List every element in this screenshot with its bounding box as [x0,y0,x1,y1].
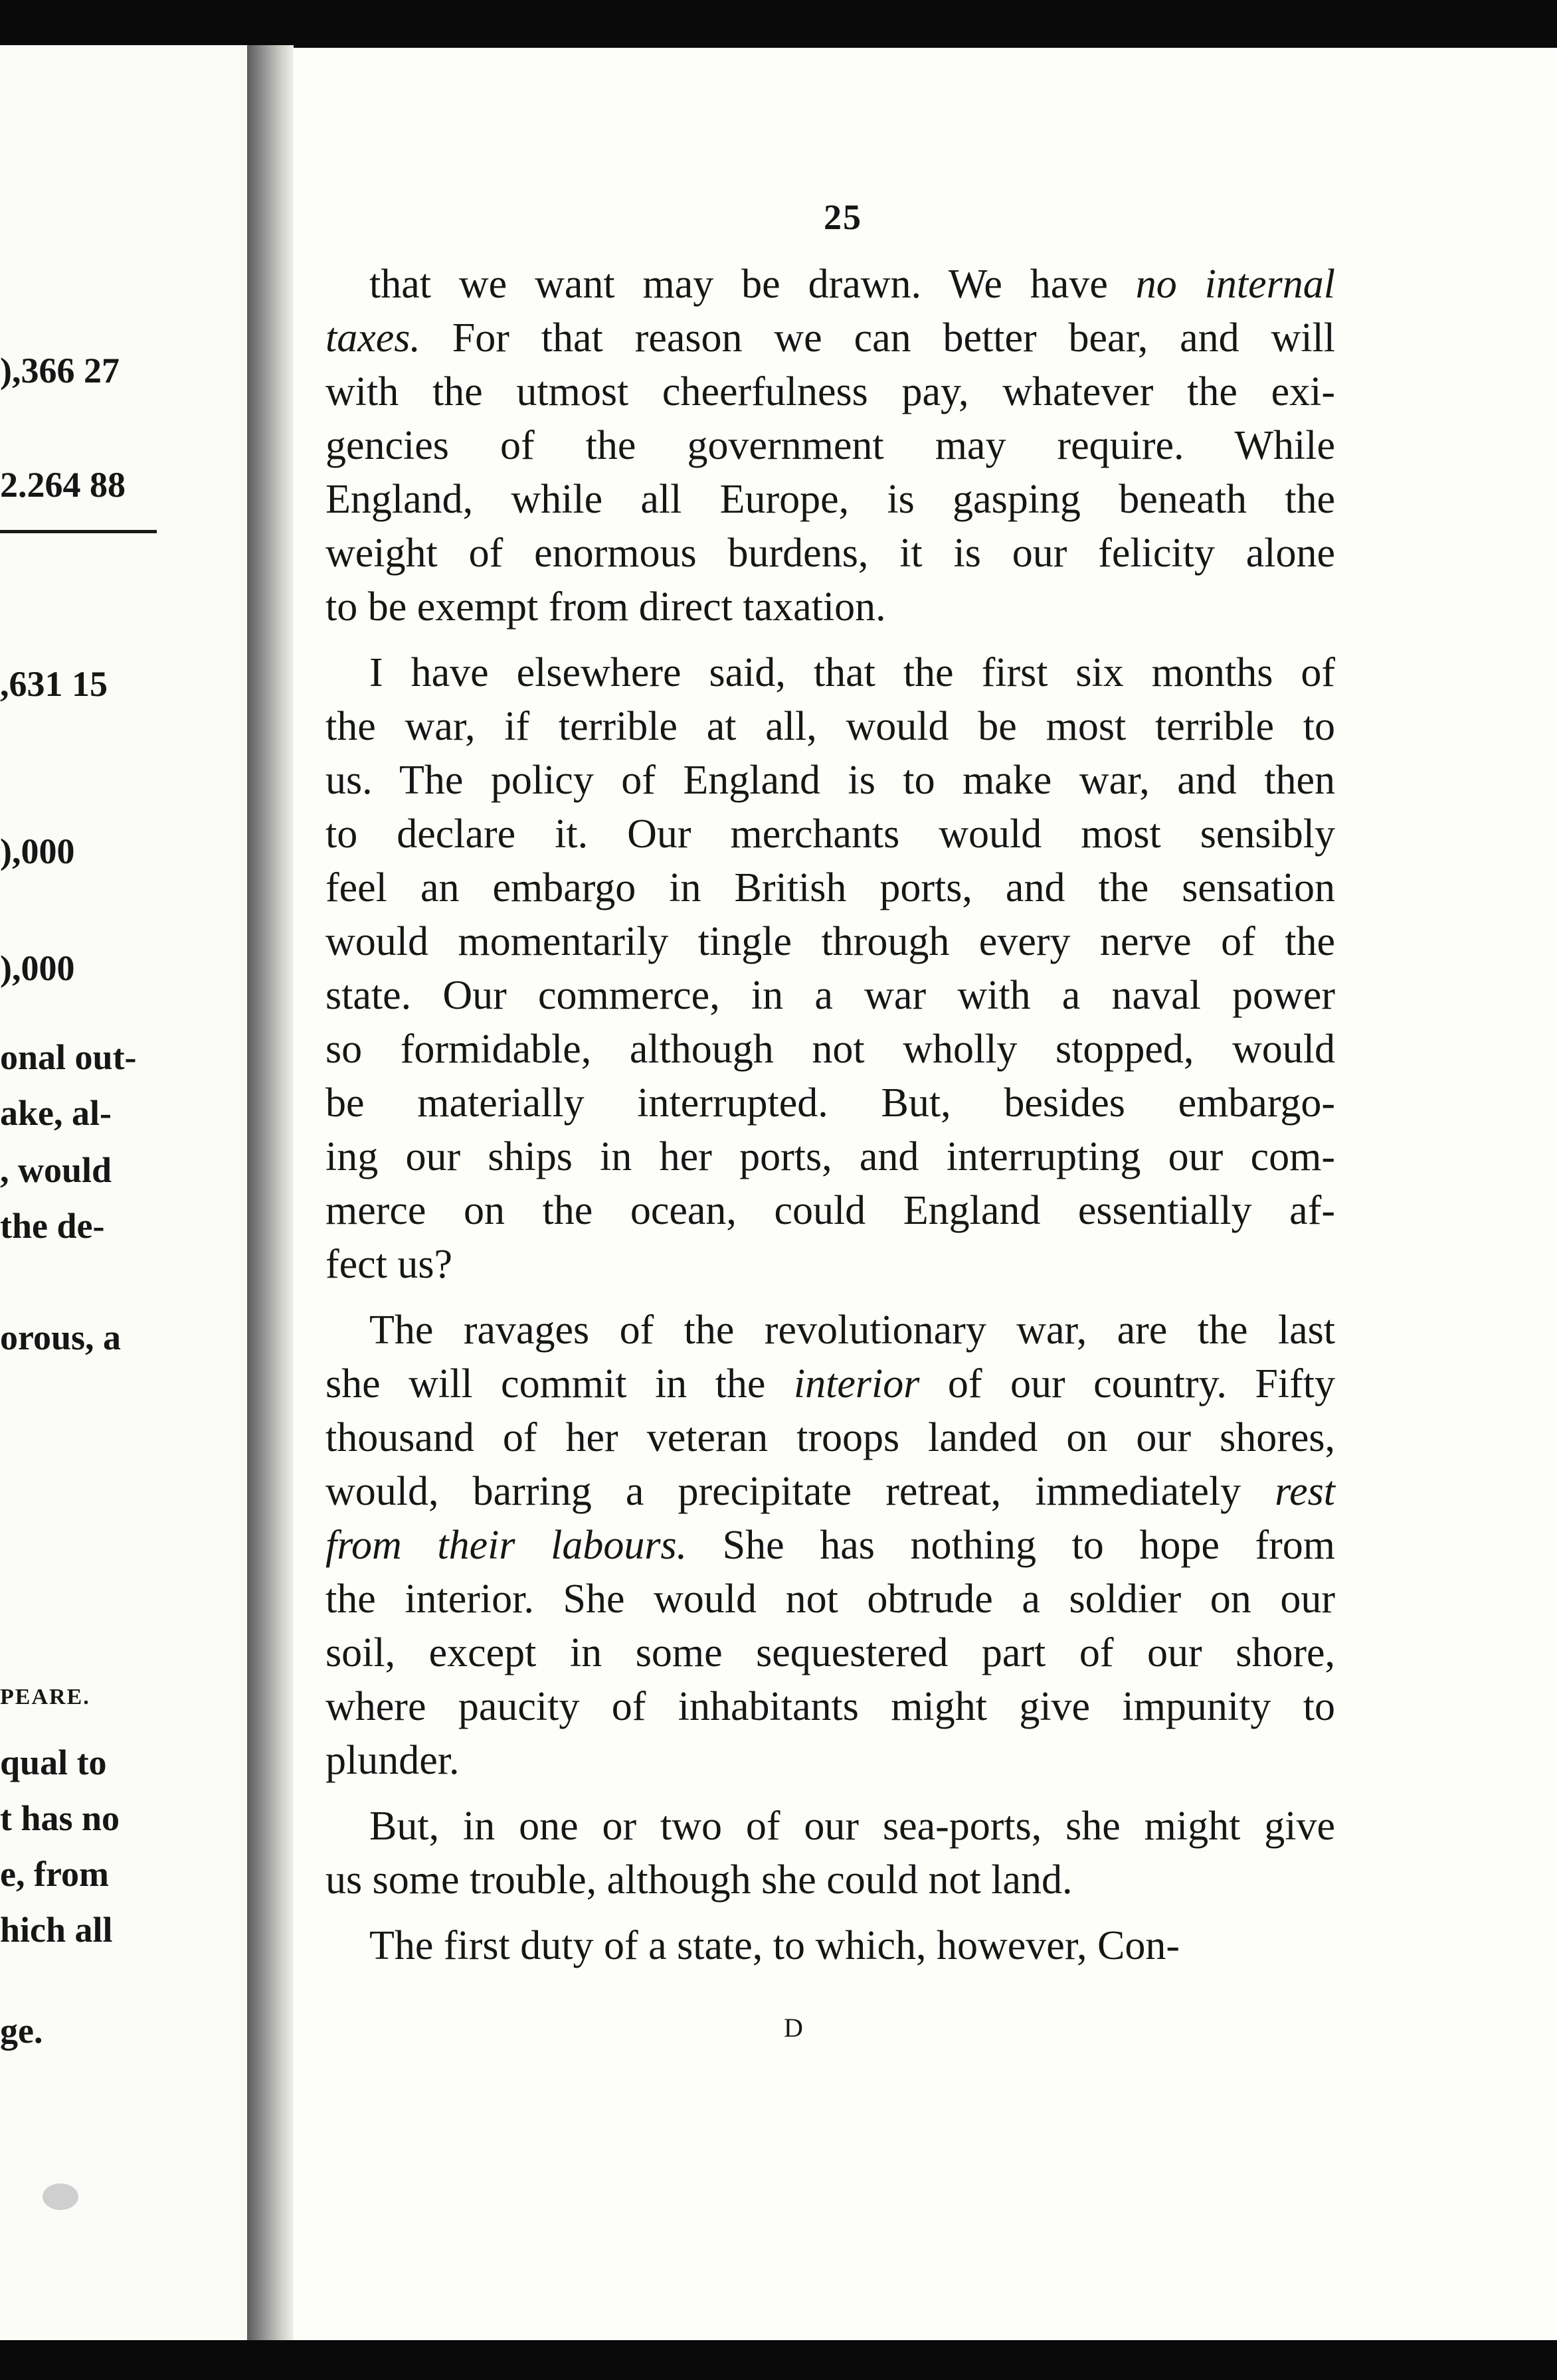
text-run: England, while all Europe, is gasping beneath the [325,477,1335,522]
text-run: us. The policy of England is to make war, and then [325,758,1335,803]
text-run: I have elsewhere said, that the first six months of [369,650,1335,695]
left-line: e, from [0,1854,109,1894]
italic-text: from their labours. [325,1523,687,1568]
left-line: ge. [0,2011,43,2051]
left-line: t has no [0,1798,120,1838]
text-run: to be exempt from direct taxation. [325,584,886,630]
text-line [325,646,1335,700]
text-run: The ravages of the revolutionary war, are the last [369,1308,1335,1353]
text-run: The first duty of a state, to which, however, Con- [369,1923,1180,1968]
left-line: PEARE. [0,1685,90,1709]
text-run: would, barring a precipitate retreat, immediately [325,1469,1275,1514]
left-line: orous, a [0,1318,122,1357]
text-run: For that reason we can better bear, and will [420,315,1335,361]
paragraph [325,1800,1335,1907]
text-run: fect us? [325,1242,453,1287]
text-run: feel an embargo in British ports, and the sensation [325,865,1335,910]
text-line [325,527,1335,580]
text-run: weight of enormous burdens, it is our felicity alone [325,531,1335,576]
text-line [325,1465,1335,1519]
text-line [325,1411,1335,1465]
text-line [325,861,1335,915]
text-run: the war, if terrible at all, would be most terrible to [325,704,1335,749]
text-line [325,969,1335,1023]
text-line [325,580,1335,634]
text-line [325,1184,1335,1238]
text-line [325,1919,1335,1973]
text-run: us some trouble, although she could not land. [325,1857,1073,1903]
italic-text: no internal [1135,262,1335,307]
scan-smudge [43,2183,78,2210]
paragraph [325,646,1335,1292]
paragraph [325,258,1335,634]
text-line [325,915,1335,969]
text-run: merce on the ocean, could England essentially af- [325,1188,1335,1233]
left-line: onal out- [0,1037,137,1077]
text-line [325,311,1335,365]
text-run: that we want may be drawn. We have [369,262,1136,307]
text-line [325,1023,1335,1076]
text-line [325,365,1335,419]
text-run: be materially interrupted. But, besides embargo- [325,1080,1335,1126]
text-line [325,1800,1335,1853]
text-run: state. Our commerce, in a war with a naval power [325,973,1335,1018]
text-run: thousand of her veteran troops landed on our shores, [325,1415,1335,1460]
left-line: ake, al- [0,1093,112,1133]
paragraph [325,1919,1335,1973]
text-run: of our country. Fifty [919,1361,1335,1406]
text-line [325,419,1335,473]
italic-text: interior [793,1361,920,1406]
text-run: soil, except in some sequestered part of our shore, [325,1630,1335,1675]
left-line: hich all [0,1910,113,1950]
paragraph [325,1304,1335,1788]
left-line: , would [0,1150,112,1190]
book-gutter [247,45,294,2343]
text-line [325,808,1335,861]
text-line [325,1519,1335,1572]
text-line [325,1572,1335,1626]
left-line: ),000 [0,948,75,988]
text-run: ing our ships in her ports, and interrupting our com- [325,1134,1335,1179]
text-run: where paucity of inhabitants might give impunity to [325,1684,1335,1729]
text-run: gencies of the government may require. While [325,423,1335,468]
text-run: plunder. [325,1738,460,1783]
left-page-fragment [0,45,247,2343]
page-body-text [325,258,1335,1973]
text-line [325,473,1335,527]
text-line [325,1680,1335,1734]
text-line [325,1238,1335,1292]
italic-text: rest [1275,1469,1335,1514]
text-line [325,1853,1335,1907]
page-number: 25 [824,197,862,237]
text-line [325,1304,1335,1357]
left-line: 2.264 88 [0,465,126,505]
scan-bottom-border [0,2340,1557,2380]
left-line: ),366 27 [0,351,120,390]
text-line [325,1626,1335,1680]
text-run: with the utmost cheerfulness pay, whatever the exi- [325,369,1335,414]
text-run: to declare it. Our merchants would most sensibly [325,811,1335,857]
left-line: ),000 [0,831,75,871]
left-line: qual to [0,1742,107,1782]
text-line [325,700,1335,754]
signature-mark: D [784,2013,804,2043]
left-line: the de- [0,1206,105,1246]
text-line [325,1734,1335,1788]
left-line: ,631 15 [0,664,108,704]
left-total-rule [0,530,157,533]
text-run: would momentarily tingle through every nerve of the [325,919,1335,964]
italic-text: taxes. [325,315,420,361]
text-line [325,754,1335,808]
text-run: she will commit in the [325,1361,794,1406]
text-run: But, in one or two of our sea-ports, she might give [369,1804,1335,1849]
text-line [325,258,1335,311]
text-line [325,1357,1335,1411]
text-run: so formidable, although not wholly stopped, would [325,1027,1335,1072]
text-run: She has nothing to hope from [687,1523,1335,1568]
text-line [325,1130,1335,1184]
text-line [325,1076,1335,1130]
text-run: the interior. She would not obtrude a soldier on our [325,1576,1335,1622]
